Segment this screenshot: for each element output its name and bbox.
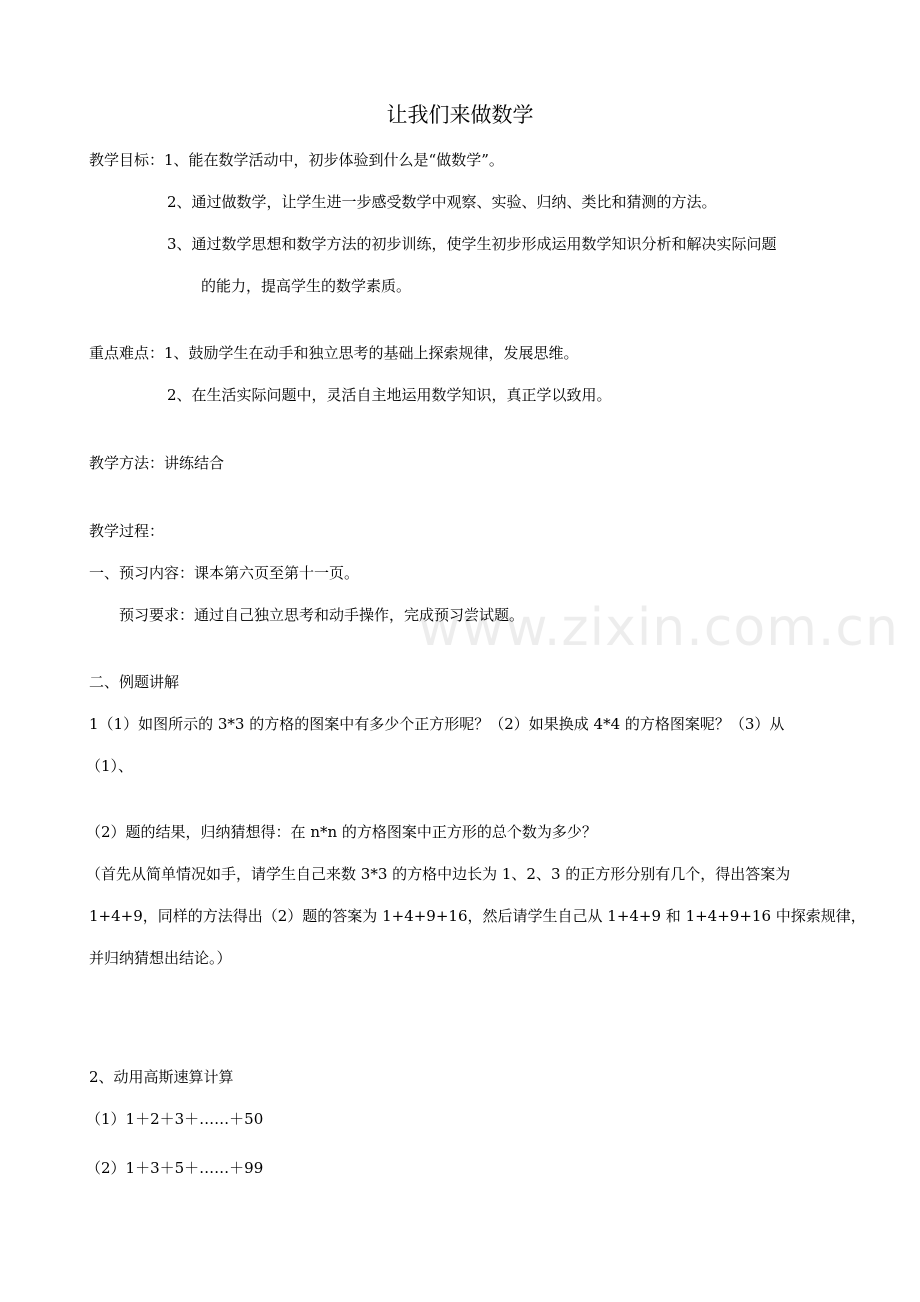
preview-requirement: 预习要求：通过自己独立思考和动手操作，完成预习尝试题。 [119,606,525,624]
example1-line-2: （1）、 [86,757,134,775]
key-points-line-1: 重点难点：1、鼓励学生在动手和独立思考的基础上探索规律，发展思维。 [89,344,579,362]
example2-item-2: （2）1＋3＋5＋……＋99 [86,1159,264,1177]
teaching-method: 教学方法：讲练结合 [89,454,225,472]
page-title: 让我们来做数学 [386,103,534,127]
key-points-line-2: 2、在生活实际问题中，灵活自主地运用数学知识，真正学以致用。 [167,386,612,404]
watermark: www.zixin.com.cn [418,598,899,658]
examples-heading: 二、例题讲解 [89,673,180,691]
objectives-line-4: 的能力，提高学生的数学素质。 [201,277,412,295]
example1-line-5: 1+4+9，同样的方法得出（2）题的答案为 1+4+9+16，然后请学生自己从 1+4+9 和 1+4+9+16 中探索规律， [89,907,866,925]
objectives-line-3: 3、通过数学思想和数学方法的初步训练，使学生初步形成运用数学知识分析和解决实际问题 [167,235,777,253]
example1-line-4: （首先从简单情况如手，请学生自己来数 3*3 的方格中边长为 1、2、3 的正方形分别有几个，得出答案为 [86,865,791,883]
example2-item-1: （1）1＋2＋3＋……＋50 [86,1110,264,1128]
example1-line-1: 1（1）如图所示的 3*3 的方格的图案中有多少个正方形呢？（2）如果换成 4*4 的方格图案呢？（3）从 [89,715,785,733]
example2-heading: 2、动用高斯速算计算 [89,1068,234,1086]
example1-line-3: （2）题的结果，归纳猜想得：在 n*n 的方格图案中正方形的总个数为多少？ [86,823,597,841]
objectives-line-2: 2、通过做数学，让学生进一步感受数学中观察、实验、归纳、类比和猜测的方法。 [167,193,717,211]
preview-content: 一、预习内容：课本第六页至第十一页。 [89,564,360,582]
process-heading: 教学过程： [89,522,165,540]
objectives-line-1: 教学目标：1、能在数学活动中，初步体验到什么是“做数学”。 [89,151,504,169]
example1-line-6: 并归纳猜想出结论。） [89,949,232,967]
